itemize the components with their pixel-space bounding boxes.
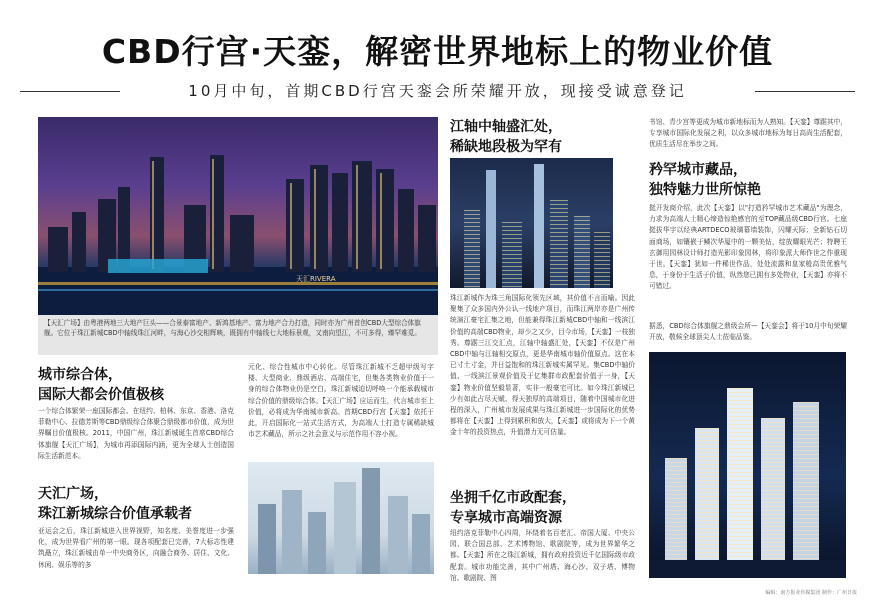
middle-column-body: 元化、综合性城市中心转化。尽管珠江新城不乏超甲级写字楼、大型商业、鼎级酒店、高端住宅，但集各类物业价值于一身的综合体物业仍是空白。珠江新城迫切呼唤一个能承载城市综合价值的鼎级综合体。【天汇广场】应运而生，代言城市至上价值，必将成为华南城市新高。首期CBD行宫【天銮】依托于此，开启国际化一站式生活方式，为高端人士打造专属稀缺城市艺术藏品，所示之社会意义与示范作用不容小视。	[248, 363, 434, 439]
section2-body: 亚运会之后，珠江新城进入世界视野，知名度、美誉度进一步强化，成为世界看广州的第一眼。现各项配套已完善，7大标志性建筑矗立，珠江新城由单一中央商务区，向融合商务、居住、文化、休闲、娱乐等的多	[38, 527, 234, 569]
section2-title-line2: 珠江新城综合价值承载者	[38, 506, 192, 522]
section3-title-line1: 江轴中轴盛汇处，	[450, 119, 562, 135]
section5-body: 挺开发商介绍，此次【天銮】以"打造矜罕城市艺术藏品"为理念，力求为高端人士精心缔造惊艳感官的至TOP藏品级CBD行宫。七座挺拔华宇以经典ARTDECO玻璃幕墙装饰，闪耀天际；全新钻石切面商场，如镶嵌于鳞次华厦中的一颗美钻，绽放耀眼光芒；特聘王玄御用园林设计师打造光影印象园林，将印象派大师作世之作重现于世。【天銮】犹如一件稀世作品，处处流露和皇家般高贵优雅气息，于身份于生活于价值，纵然您已拥有多处物业，【天銮】亦将不可错过。	[649, 204, 847, 291]
skyline-illustration	[38, 117, 438, 315]
section4-title-line2: 专享城市高端资源	[450, 510, 562, 526]
section1-body: 一个综合体繁荣一座国际都会。在纽约、柏林、东京、香港、洛克菲勒中心、拉德芳斯等CBD鼎级综合体聚合鼎级都市价值，成为世界瞩目价值极核。2011，中国广州，珠江新城诞生首席CBD综合体旗舰【天汇广场】，为城市再添国际内涵，更为全球人士创造国际生活新范本。	[38, 407, 234, 460]
section3-body: 珠江新城作为珠三角国际化领先区域，其价值不言而喻。因此聚集了众多国内外公认一线地产项目，而珠江两岸亦是广州传统演江豪宅汇集之地，但能兼得珠江新城CBD中轴和一线滨江价值的高端CBD物业，却少之又少，目今市场，【天銮】一枝独秀。尊踞三江交汇点，江轴中轴盛汇处，【天銮】不仅是广州CBD中轴与江轴相交原点，更是华南城市轴价值原点。这在本已寸土寸金，并日益饱和的珠江新城实属罕见。集CBD中轴价值、一线滨江景观价值及于亿集群市政配套价值于一身，【天銮】物业价值坚毅显著，实非一般豪宅可比。如今珠江新城已少有如此占尽天赋、得天独厚的高端项目，随着中国城市化进程的深入，广州城市发展成果与珠江新城进一步国际化的优势都将在【天銮】上得到累积和放大，【天銮】或将成为下一个黄金十年的投资热点，升值潜力无可估量。	[450, 294, 635, 437]
cbd-axis-night-photo	[450, 158, 613, 288]
section4-body: 纽约洛克菲勒中心四周，环绕着名百老汇、帝国大厦、中央公园、联合国总部、艺术博物馆、歌剧院等，成为世界繁华之都。【天銮】所在之珠江新城，拥有政府投资近千亿国际级市政配套。城市功能完善，其中广州塔、海心沙、双子塔、博物馆、歌剧院、图	[450, 529, 635, 582]
section1-title-line1: 城市综合体，	[38, 367, 122, 383]
section2-title	[38, 484, 192, 524]
section5-title	[649, 160, 761, 200]
hero-sign-text: 天汇RIVERA	[296, 275, 336, 283]
section1-title	[38, 365, 164, 405]
section4-title-line1: 坐拥千亿市政配套，	[450, 490, 576, 506]
section3-title-line2: 稀缺地段极为罕有	[450, 139, 562, 155]
hero-caption: 【天汇广场】由粤港两地三大地产巨头——合景泰富地产、新鸿基地产、富力地产合力打造，同时亦为广州首创CBD大型综合体旗舰。它位于珠江新城CBD中轴线珠江河畔，与海心沙交相辉映，既拥有中轴线七大地标景观，又南向望江，不可多得，臻罕难觅。	[38, 315, 438, 355]
headline: CBD行宫·天銮，解密世界地标上的物业价值	[101, 32, 774, 71]
tower-night-rendering	[649, 352, 846, 578]
hero-skyline-photo	[38, 117, 438, 315]
right-column-top-text: 书馆、青少宫等更成为城市新地标而为人熟知。【天銮】尊踞其中，专享城市国际化发展之利，以众多城市地标为每日高尚生活配套，优质生活尽在举步之间。	[649, 118, 847, 149]
right-rule	[755, 91, 855, 92]
footer-credit: 编辑：南方报业传媒集团 制作：广州日报	[765, 590, 857, 596]
section5-title-line2: 独特魅力世所惊艳	[649, 182, 761, 198]
section5-title-line1: 矜罕城市藏品，	[649, 162, 747, 178]
subheadline: 10月中旬，首期CBD行宫天銮会所荣耀开放，现接受诚意登记	[188, 82, 687, 100]
section4-title	[450, 488, 576, 528]
section1-title-line2: 国际大都会价值极核	[38, 387, 164, 403]
building-rendering-day	[248, 462, 434, 574]
closing-text: 据悉，CBD综合体旗舰之鼎级会所—【天銮会】将于10月中旬荣耀开放，敬候全球顶尖人士莅临品鉴。	[649, 322, 847, 342]
section2-title-line1: 天汇广场，	[38, 486, 108, 502]
subheadline-bar	[20, 80, 855, 104]
section3-title	[450, 117, 562, 157]
left-rule	[20, 91, 120, 92]
